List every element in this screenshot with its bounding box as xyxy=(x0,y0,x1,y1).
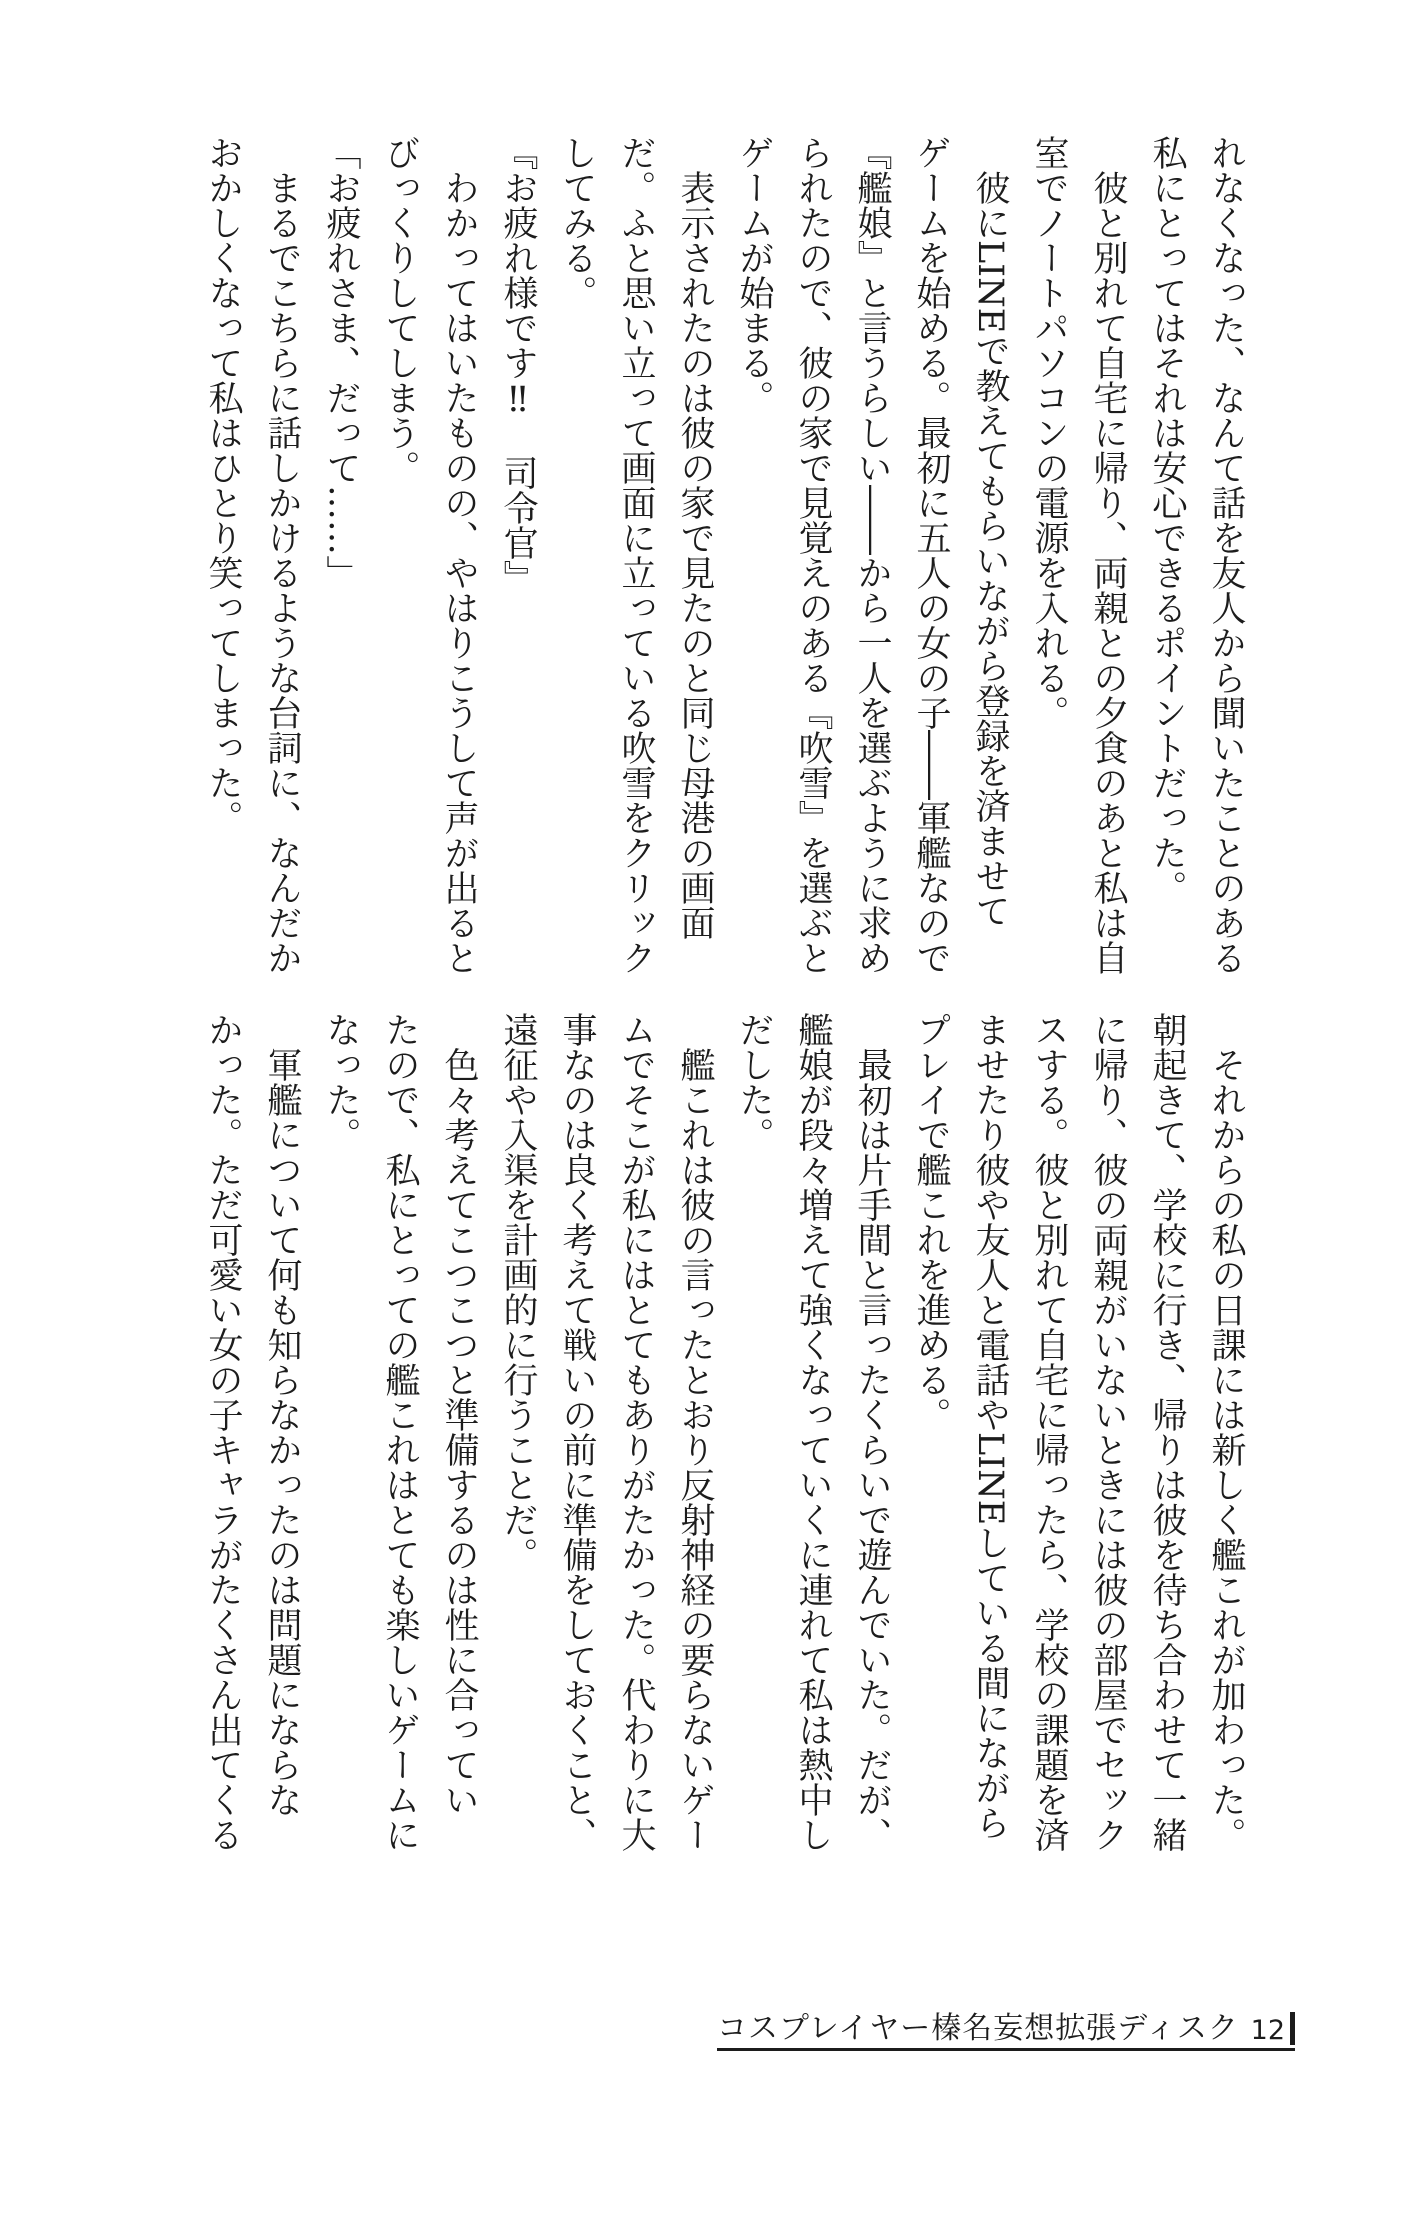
text-line: 『艦娘』と言うらしい――から一人を選ぶように求め xyxy=(852,135,892,975)
text-line: 艦これは彼の言ったとおり反射神経の要らないゲー xyxy=(675,1012,715,1852)
text-line: びっくりしてしまう。 xyxy=(380,135,420,485)
text-line: 事なのは良く考えて戦いの前に準備をしておくこと、 xyxy=(557,1012,597,1852)
text-line: だした。 xyxy=(734,1012,774,1152)
text-block-bottom xyxy=(193,1012,1255,1852)
text-line: に帰り、彼の両親がいないときには彼の部屋でセック xyxy=(1088,1012,1128,1852)
text-line: ゲームを始める。最初に五人の女の子――軍艦なので xyxy=(911,135,951,975)
text-line: ませたり彼や友人と電話やLINEしている間にながら xyxy=(970,1012,1010,1841)
text-block-top xyxy=(193,135,1255,975)
text-line: ゲームが始まる。 xyxy=(734,135,774,415)
text-line: おかしくなって私はひとり笑ってしまった。 xyxy=(203,135,243,835)
text-line: 色々考えてこつこつと準備するのは性に合ってい xyxy=(439,1012,479,1817)
running-footer xyxy=(717,2012,1295,2051)
text-line: 遠征や入渠を計画的に行うことだ。 xyxy=(498,1012,538,1572)
text-line: られたので、彼の家で見覚えのある『吹雪』を選ぶと xyxy=(793,135,833,975)
footer-tick-mark xyxy=(1290,2012,1295,2045)
text-line: ムでそこが私にはとてもありがたかった。代わりに大 xyxy=(616,1012,656,1852)
text-line: 軍艦について何も知らなかったのは問題にならな xyxy=(262,1012,302,1817)
text-line: 艦娘が段々増えて強くなっていくに連れて私は熱中し xyxy=(793,1012,833,1852)
text-line: だ。ふと思い立って画面に立っている吹雪をクリック xyxy=(616,135,656,975)
text-line: してみる。 xyxy=(557,135,597,310)
text-line: まるでこちらに話しかけるような台詞に、なんだか xyxy=(262,135,302,975)
footer-title: コスプレイヤー榛名妄想拡張ディスク xyxy=(717,2011,1239,2046)
text-line: それからの私の日課には新しく艦これが加わった。 xyxy=(1206,1012,1246,1852)
text-line: たので、私にとっての艦これはとても楽しいゲームに xyxy=(380,1012,420,1852)
text-line: れなくなった、なんて話を友人から聞いたことのある xyxy=(1206,135,1246,975)
text-line: 私にとってはそれは安心できるポイントだった。 xyxy=(1147,135,1187,905)
page-number: 12 xyxy=(1250,2014,1285,2046)
text-line: 室でノートパソコンの電源を入れる。 xyxy=(1029,135,1069,730)
text-line: 最初は片手間と言ったくらいで遊んでいた。だが、 xyxy=(852,1012,892,1852)
text-line: なった。 xyxy=(321,1012,361,1152)
footer-right-group xyxy=(1251,2012,1295,2045)
text-line: 『お疲れ様です‼ 司令官』 xyxy=(498,135,538,595)
text-line: わかってはいたものの、やはりこうして声が出ると xyxy=(439,135,479,975)
text-line: 彼と別れて自宅に帰り、両親との夕食のあと私は自 xyxy=(1088,135,1128,975)
text-line: 彼にLINEで教えてもらいながら登録を済ませて xyxy=(970,135,1010,929)
text-line: 朝起きて、学校に行き、帰りは彼を待ち合わせて一緒 xyxy=(1147,1012,1187,1852)
text-line: 表示されたのは彼の家で見たのと同じ母港の画面 xyxy=(675,135,715,940)
text-line: 「お疲れさま、だって……」 xyxy=(321,135,361,590)
text-line: スする。彼と別れて自宅に帰ったら、学校の課題を済 xyxy=(1029,1012,1069,1852)
text-line: かった。ただ可愛い女の子キャラがたくさん出てくる xyxy=(203,1012,243,1852)
text-line: プレイで艦これを進める。 xyxy=(911,1012,951,1432)
